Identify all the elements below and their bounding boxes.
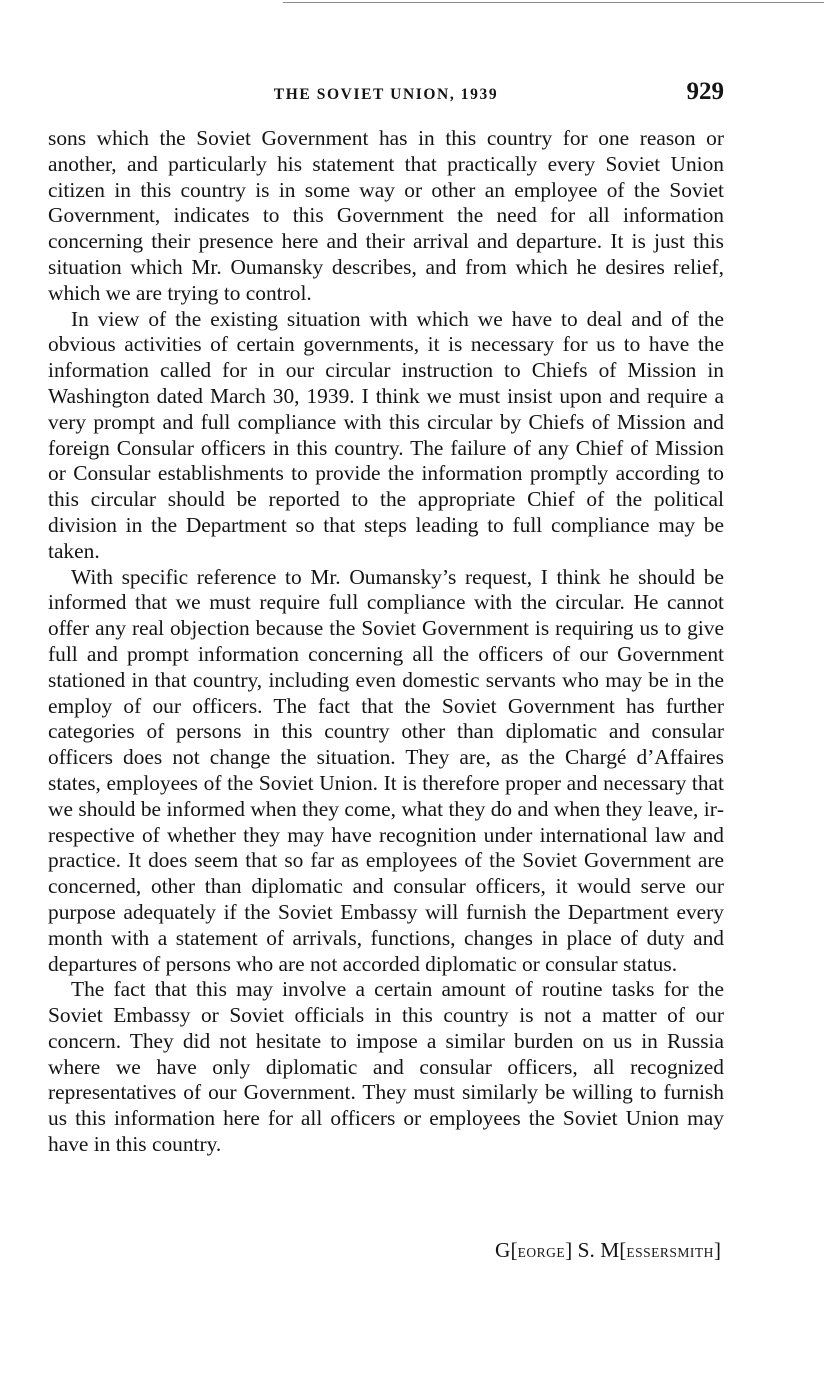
page-header — [48, 78, 724, 112]
signature: G[EORGE] S. M[ESSERSMITH] — [495, 1238, 721, 1262]
signature-first-initial: G — [495, 1238, 511, 1262]
signature-middle: S. — [577, 1238, 595, 1262]
running-title: THE SOVIET UNION, 1939 — [273, 86, 499, 103]
signature-last-initial: M — [600, 1238, 620, 1262]
paragraph-oumansky-request: With specific reference to Mr. Oumansky’s request, I think he should be informed that we must require full compliance with the circular. He cannot offer any real objection because the Soviet Government is requiring us to give full and prompt information concerning all the officers of our Government stationed in that country, including even domestic servants who may be in the employ of our officers. The fact that the Soviet Government has further categories of persons in this country other than diplomatic and consular officers does not change the situation. They are, as the Chargé d’Affaires states, employees of the Soviet Union. It is therefore proper and necessary that we should be informed when they come, what they do and when they leave, irrespective of whether they may have recognition under international law and practice. It does seem that so far as employees of the Soviet Government are concerned, other than diplomatic and consular officers, it would serve our purpose adequately if the Soviet Embassy will furnish the Department every month with a statement of arrivals, functions, changes in place of duty and departures of persons who are not accorded diplomatic or consular status. — [48, 564, 724, 976]
paragraph-continued: sons which the Soviet Government has in this country for one reason or another, and particularly his statement that practically every Soviet Union citizen in this country is in some way or other an employee of the Soviet Government, indicates to this Government the need for all information concerning their presence here and their arrival and departure. It is just this situation which Mr. Oumansky describes, and from which he desires relief, which we are trying to control. — [48, 126, 724, 305]
paragraph-routine-tasks: The fact that this may involve a certain amount of routine tasks for the Soviet Embassy or Soviet officials in this country is not a matter of our concern. They did not hesitate to impose a similar burden on us in Russia where we have only diplomatic and consular officers, all recognized representatives of our Government. They must similarly be willing to furnish us this information here for all officers or employees the Soviet Union may have in this country. — [48, 977, 724, 1157]
signature-first-rest: EORGE — [517, 1245, 566, 1260]
paragraph-circular-instruction: In view of the existing situation with which we have to deal and of the obvious activities of certain governments, it is necessary for us to have the information called for in our circular instruction to Chiefs of Mission in Washington dated March 30, 1939. I think we must insist upon and require a very prompt and full compliance with this circular by Chiefs of Mission and foreign Consular officers in this country. The failure of any Chief of Mission or Consular establishments to provide the information promptly according to this circular should be reported to the appropriate Chief of the political division in the Department so that steps leading to full compliance may be taken. — [48, 306, 724, 563]
page-number: 929 — [686, 78, 724, 105]
signature-last-rest: ESSERSMITH — [626, 1245, 714, 1260]
document-body — [48, 126, 724, 1158]
top-rule — [283, 2, 824, 3]
